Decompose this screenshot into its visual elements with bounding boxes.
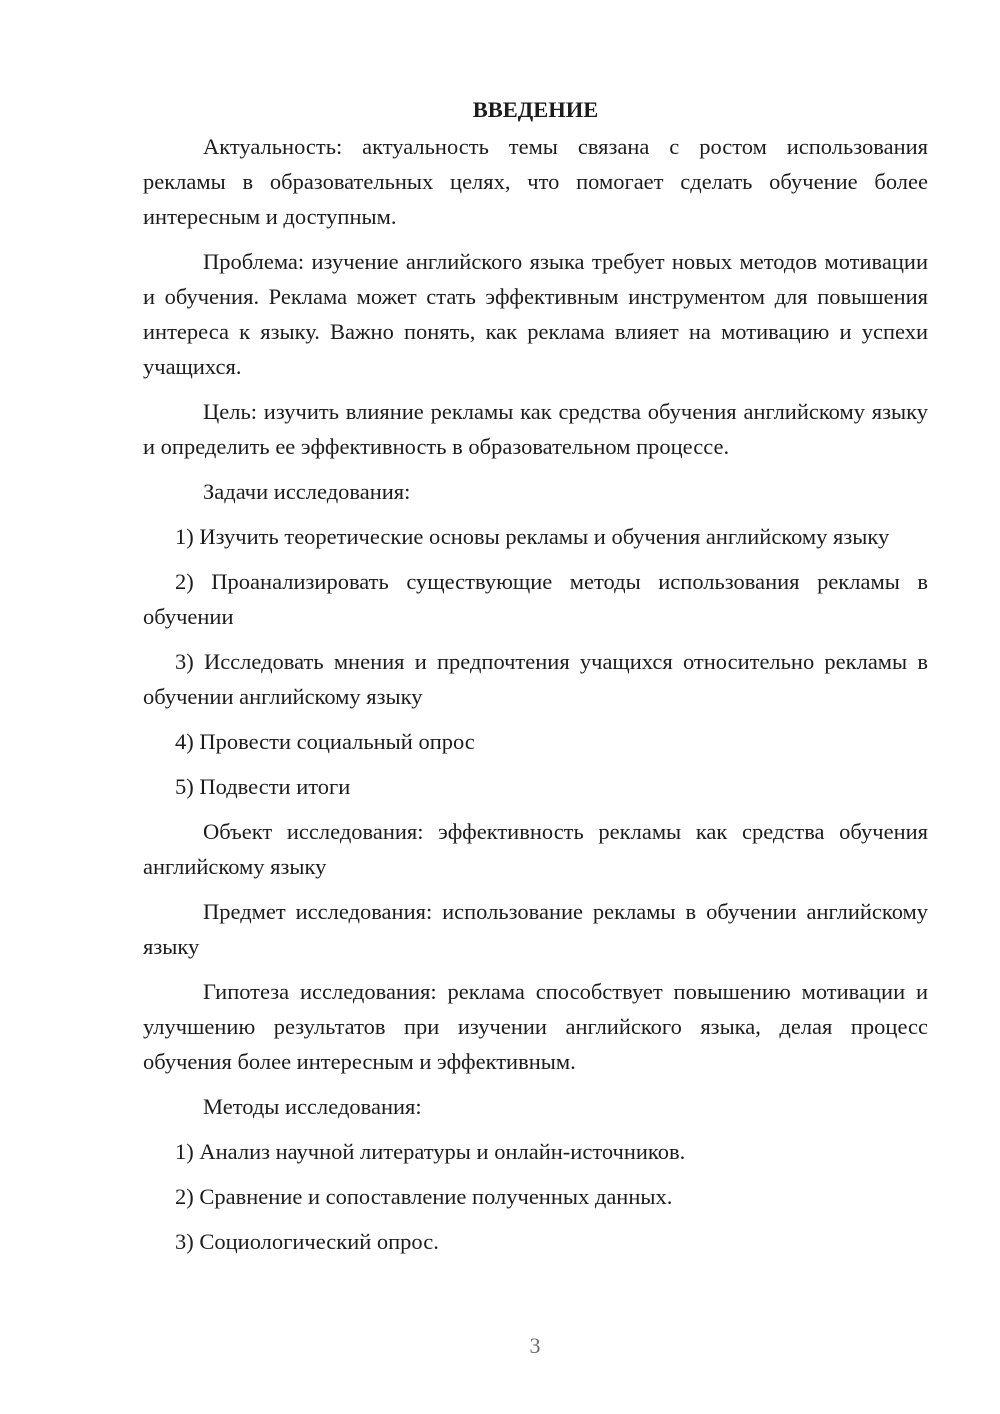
paragraph-hypothesis: Гипотеза исследования: реклама способствует повышению мотивации и улучшению результатов при изучении английского языка, делая процесс обучения более интересным и эффективным. <box>143 979 928 1074</box>
paragraph-subject: Предмет исследования: использование рекламы в обучении английскому языку <box>143 899 928 959</box>
section-heading: ВВЕДЕНИЕ <box>472 97 599 122</box>
tasks-heading: Задачи исследования: <box>203 479 411 504</box>
task-item-1: 1) Изучить теоретические основы рекламы и обучения английскому языку <box>175 524 890 549</box>
paragraph-relevance: Актуальность: актуальность темы связана с ростом использования рекламы в образовательных целях, что помогает сделать обучение более интересным и доступным. <box>143 134 928 229</box>
method-item-1: 1) Анализ научной литературы и онлайн-источников. <box>175 1139 686 1164</box>
task-item-5: 5) Подвести итоги <box>175 774 351 799</box>
page-content <box>143 92 928 1269</box>
method-item-3: 3) Социологический опрос. <box>175 1229 439 1254</box>
method-item-2: 2) Сравнение и сопоставление полученных данных. <box>175 1184 673 1209</box>
task-item-2: 2) Проанализировать существующие методы использования рекламы в обучении <box>143 569 928 629</box>
paragraph-problem: Проблема: изучение английского языка требует новых методов мотивации и обучения. Реклама может стать эффективным инструментом для повышения интереса к языку. Важно понять, как реклама влияет на мотивацию и успехи учащихся. <box>143 249 928 379</box>
page-number: 3 <box>529 1333 541 1358</box>
task-item-4: 4) Провести социальный опрос <box>175 729 475 754</box>
task-item-3: 3) Исследовать мнения и предпочтения учащихся относительно рекламы в обучении английскому языку <box>143 649 928 709</box>
paragraph-object: Объект исследования: эффективность рекламы как средства обучения английскому языку <box>143 819 928 879</box>
paragraph-goal: Цель: изучить влияние рекламы как средства обучения английскому языку и определить ее эффективность в образовательном процессе. <box>143 399 928 459</box>
methods-heading: Методы исследования: <box>203 1094 422 1119</box>
